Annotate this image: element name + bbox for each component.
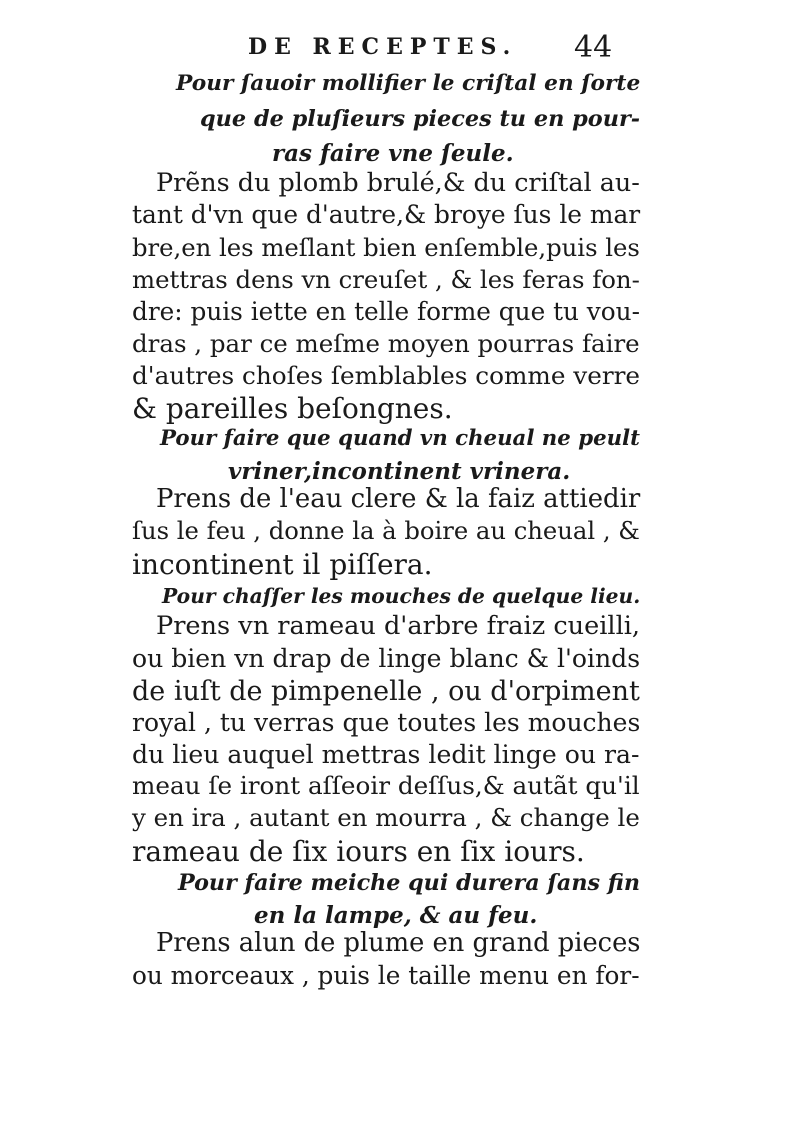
recipe-body-line: ou bien vn drap de linge blanc & l'oinds	[132, 644, 641, 673]
recipe-body-line: du lieu auquel mettras ledit linge ou ra-	[132, 740, 640, 769]
recipe-body-line: y en ira , autant en mourra , & change le	[132, 803, 640, 832]
recipe-body-line: dras , par ce meſme moyen pourras faire	[132, 329, 640, 358]
recipe-body-line: Prens de l'eau clere & la faiz attiedir	[156, 484, 641, 514]
recipe-body-line: tant d'vn que d'autre,& broye ſus le mar	[132, 200, 641, 229]
recipe-body-line: bre,en les meſlant bien enſemble,puis les	[132, 233, 640, 262]
recipe-heading-line: Pour faire que quand vn cheual ne peult	[160, 426, 640, 451]
recipe-heading-line: en la lampe, & au feu.	[254, 902, 538, 929]
recipe-body-line: ſus le feu , donne la à boire au cheual , &	[132, 516, 640, 545]
recipe-body-line: incontinent il piſſera.	[132, 548, 433, 581]
recipe-heading-line: Pour chaſſer les mouches de quelque lieu.	[162, 584, 641, 608]
recipe-body-line: dre: puis iette en telle forme que tu vou-	[132, 297, 640, 326]
recipe-body-line: meau ſe iront aſſeoir deſſus,& autãt qu'il	[132, 771, 640, 800]
recipe-heading-line: que de pluſieurs pieces tu en pour-	[200, 106, 641, 132]
page-number: 44	[574, 30, 613, 65]
recipe-body-line: d'autres choſes ſemblables comme verre	[132, 361, 641, 390]
recipe-body-line: Prens vn rameau d'arbre fraiz cueilli,	[156, 611, 641, 641]
recipe-heading-line: Pour ſauoir mollifier le criſtal en ſorte	[176, 71, 641, 96]
running-header: DE RECEPTES.	[248, 34, 518, 60]
recipe-body-line: mettras dens vn creuſet , & les feras fon-	[132, 265, 640, 294]
recipe-body-line: Prens alun de plume en grand pieces	[156, 928, 641, 958]
recipe-body-line: Prẽns du plomb brulé,& du criſtal au-	[156, 167, 640, 197]
recipe-body-line: royal , tu verras que toutes les mouches	[132, 708, 641, 737]
recipe-heading-line: Pour faire meiche qui durera ſans fin	[178, 870, 641, 896]
recipe-heading-line: ras faire vne ſeule.	[272, 140, 514, 167]
recipe-body-line: ou morceaux , puis le taille menu en for-	[132, 961, 640, 990]
recipe-heading-line: vriner,incontinent vrinera.	[228, 458, 571, 485]
recipe-body-line: & pareilles beſongnes.	[132, 392, 453, 425]
recipe-body-line: de iuſt de pimpenelle , ou d'orpiment	[132, 676, 640, 707]
recipe-body-line: rameau de ſix iours en ſix iours.	[132, 835, 585, 868]
